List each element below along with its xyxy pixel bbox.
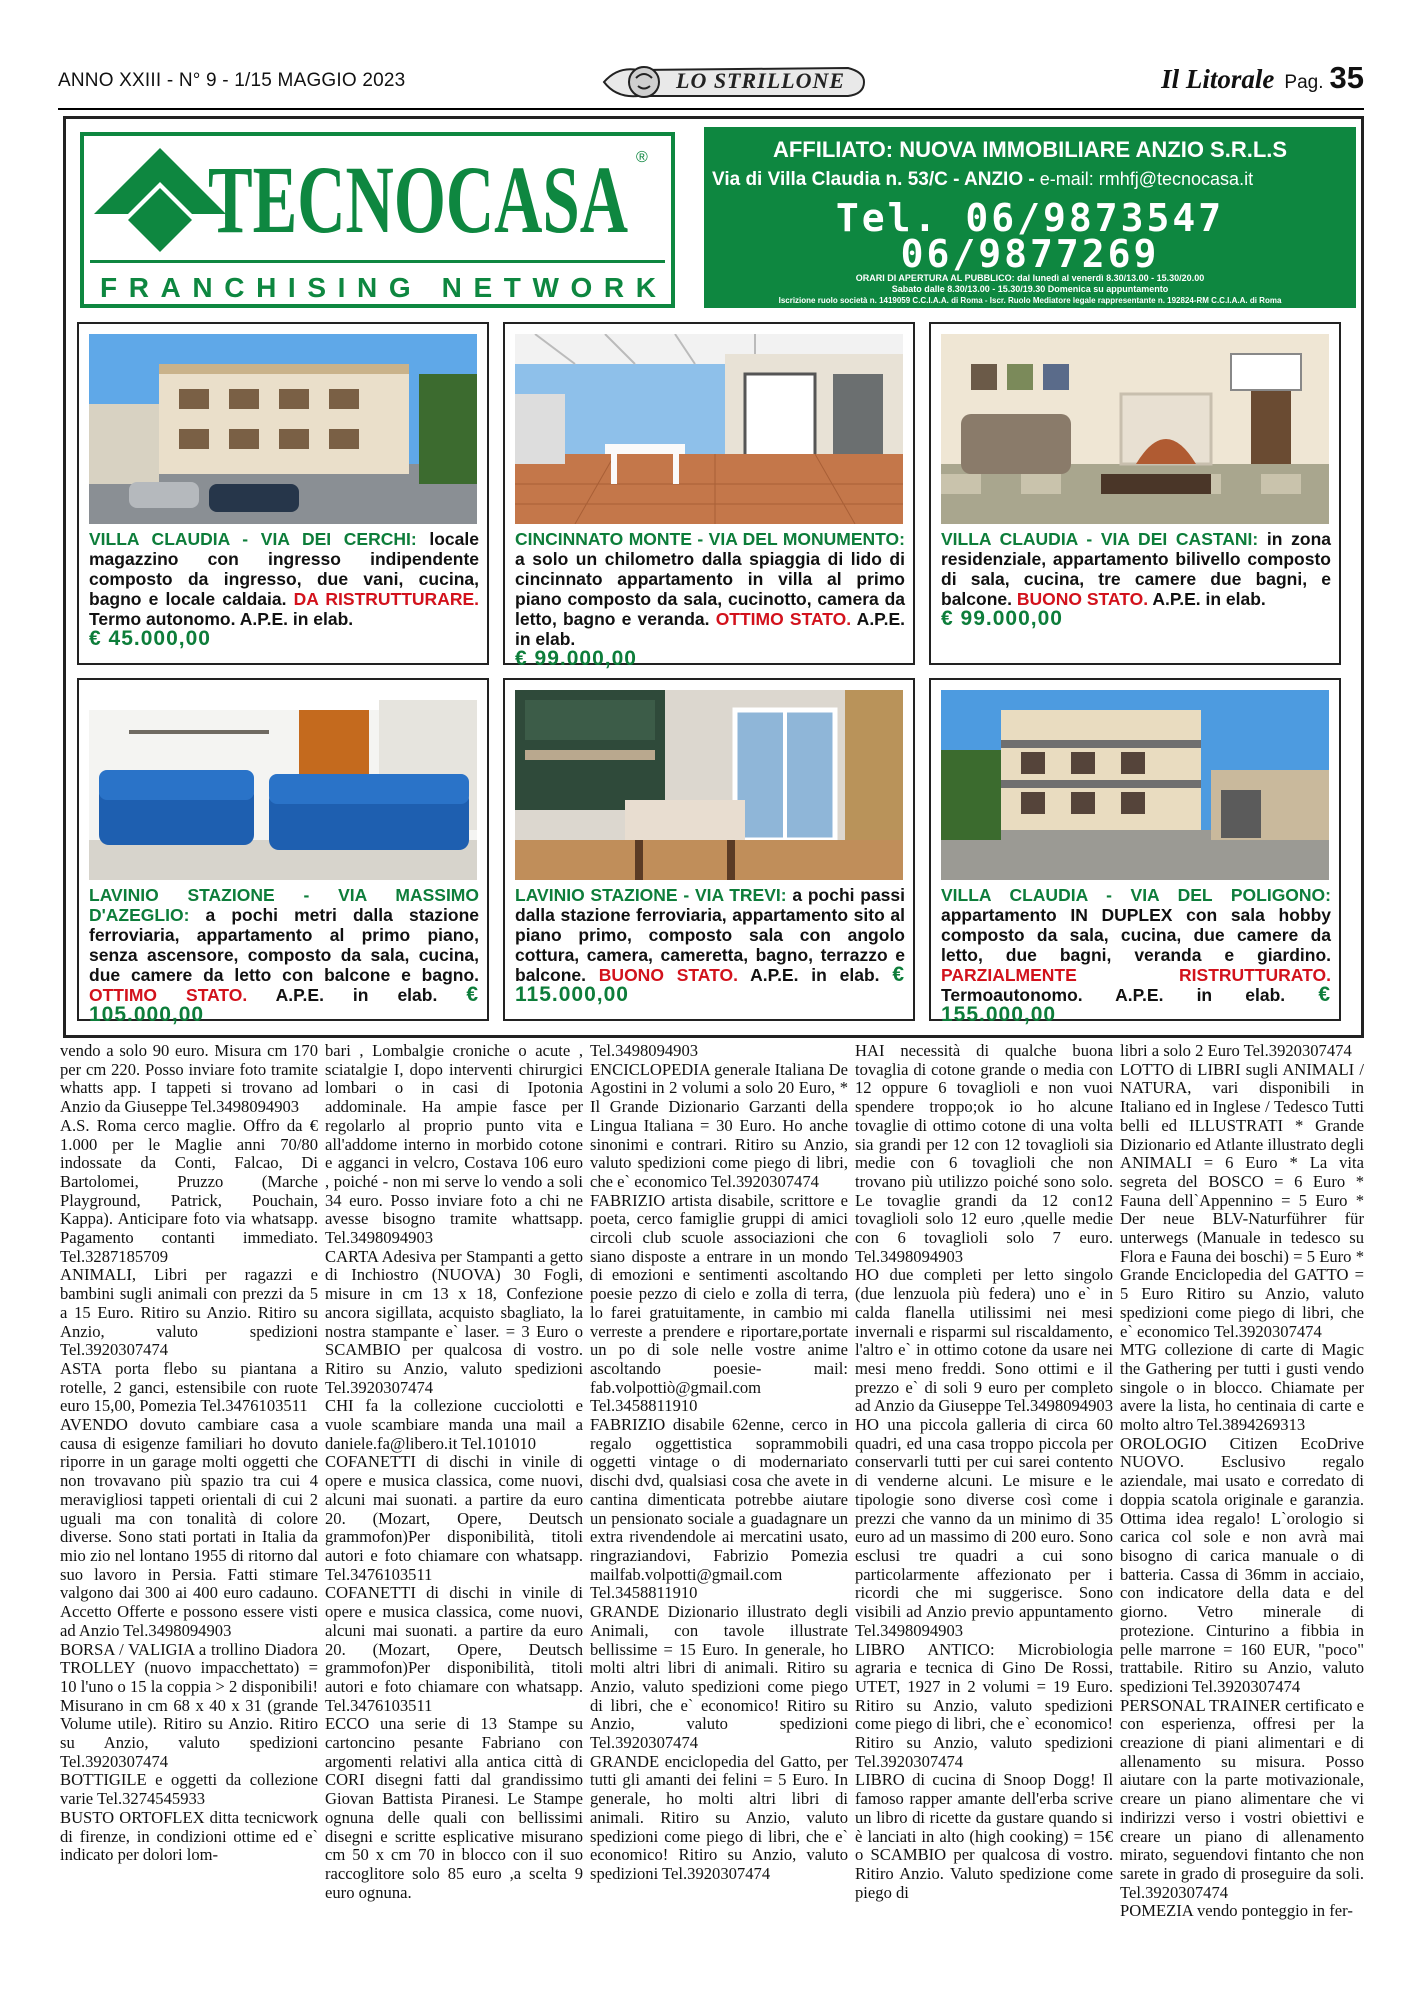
classified-ad: GRANDE Dizionario illustrato degli Animali, con tavole illustrate bellissime = 15 Euro. In generale, ho molti altri libri di animali. Ritiro su Anzio, valuto spedizioni come piego di libri, che e` economico! Ritiro su Anzio, valuto spedizioni Tel.3920307474	[590, 1602, 848, 1753]
listing-photo	[89, 690, 477, 880]
svg-text:TECNOCASA: TECNOCASA	[208, 146, 628, 253]
classifieds-column-2	[325, 1042, 583, 1902]
classified-ad: OROLOGIO Citizen EcoDrive NUOVO. Esclusivo regalo aziendale, mai usato e corredato di doppia scatola originale e garanzia. Ottima idea regalo! L`orologio si carica col sole e non avrà mai bisogno di carica manuale o di batteria. Cassa di 36mm in acciaio, con indicatore della data e del giorno. Vetro minerale di protezione. Cinturino a fibbia in pelle marrone = 160 EUR, "poco" trattabile. Ritiro su Anzio, valuto spedizioni Tel.3920307474	[1120, 1433, 1364, 1696]
classified-ad: ECCO una serie di 13 Stampe su cartoncino pesante Fabriano con argomenti relativi alla antica città di CORI disegni fatti dal grandissimo Giovan Battista Piranesi. Le Stampe ognuna delle quali con bellissimi disegni e scritte esplicative misurano cm 50 x cm 70 in blocco con il suo raccoglitore solo 85 euro ,a scelta 9 euro ognuna.	[325, 1714, 583, 1902]
classified-ad: ENCICLOPEDIA generale Italiana De Agostini in 2 volumi a solo 20 Euro, * Il Grande Dizionario Garzanti della Lingua Italiana = 30 Euro. Ho anche sinonimi e contrari. Ritiro su Anzio, valuto spedizioni come piego di libri, che e` economico Tel.3920307474	[590, 1059, 848, 1191]
classifieds-column-5	[1120, 1042, 1364, 1921]
listing-price: € 115.000,00	[515, 963, 906, 1006]
classified-ad: BOTTIGILE e oggetti da collezione varie Tel.3274545933	[60, 1770, 318, 1809]
listing-photo	[515, 334, 903, 524]
listing-description: LAVINIO STAZIONE - VIA TREVI: a pochi passi dalla stazione ferroviaria, appartamento sito al piano primo, composto sala con angolo cottura, camera, cameretta, bagno, terrazzo e balcone. BUONO STATO. A.P.E. in elab. € 115.000,00	[515, 885, 906, 1006]
classified-ad: libri a solo 2 Euro Tel.3920307474	[1120, 1041, 1352, 1060]
classified-ad: bari , Lombalgie croniche o acute , sciatalgie I, dopo interventi chirurgici lombari o in casi di Ipotonia addominale. Ha ampie fasce per regolarlo al proprio punto vita e all'addome interno in morbido cotone e agganci in velcro, Costava 106 euro , poiché - non mi serve lo vendo a soli 34 euro. Posso inviare foto a chi ne avesse bisogno tramite whattsapp. Tel.3498094903	[325, 1041, 583, 1248]
classified-ad: FABRIZIO artista disabile, scrittore e poeta, cerco famiglie gruppi di amici circoli club scuole associazioni che siano disposte a entrare in un mondo di emozioni e sentimenti ascoltando poesie pezzo di cielo e zolla di terra, lo farei gratuitamente, in cambio mi verreste a prendere e riportare,portate un po di sole nelle vostre anime ascoltando poesie- mail: fab.volpottiò@gmail.com Tel.3458811910	[590, 1190, 848, 1416]
issue-info: ANNO XXIII - N° 9 - 1/15 MAGGIO 2023	[58, 70, 406, 91]
listing-price: € 45.000,00	[89, 627, 211, 650]
classified-ad: BUSTO ORTOFLEX ditta tecnicwork di firenze, in condizioni ottime ed e` indicato per dolori lom-	[60, 1807, 318, 1865]
classified-ad: FABRIZIO disabile 62enne, cerco in regalo oggettistica soprammobili oggetti vintage o di modernariato dischi dvd, qualsiasi cosa che avete in cantina dimenticata potrebbe aiutare un pensionato sociale a guadagnare un extra rivendendole ai mercatini usato, ringraziandovi, Fabrizio Pomezia mailfab.volpotti@gmail.com Tel.3458811910	[590, 1415, 848, 1603]
page-number: 35	[1329, 60, 1364, 95]
listing-card[interactable]	[77, 322, 489, 665]
listing-card[interactable]	[929, 322, 1341, 665]
opening-hours-weekend: Sabato dalle 8.30/13.00 - 15.30/19.30 Domenica su appuntamento	[891, 284, 1169, 294]
listing-price: € 99.000,00	[515, 647, 637, 670]
classified-ad: Tel.3498094903	[590, 1041, 699, 1060]
listing-description: VILLA CLAUDIA - VIA DEI CERCHI: locale magazzino con ingresso indipendente composto da ingresso, due vani, cucina, bagno e locale caldaia. DA RISTRUTTURARE. Termo autonomo. A.P.E. in elab. € 45.000,00	[89, 529, 479, 650]
svg-text:®: ®	[636, 149, 648, 166]
classified-ad: BORSA / VALIGIA a trollino Diadora TROLLEY (nuovo impacchettato) = 10 l'uno o 15 la coppia > 2 disponibili! Misurano in cm 68 x 40 x 31 (grande Volume utile). Ritiro su Anzio. Ritiro su Anzio, valuto spedizioni Tel.3920307474	[60, 1639, 318, 1771]
listing-description: LAVINIO STAZIONE - VIA MASSIMO D'AZEGLIO: a pochi metri dalla stazione ferroviaria, appartamento al primo piano, senza ascensore, composto da sala, cucina, due camere da letto con balcone e bagno. OTTIMO STATO. A.P.E. in elab. € 105.000,00	[89, 885, 479, 1026]
page-header	[58, 60, 1364, 104]
listing-price: € 105.000,00	[89, 983, 479, 1026]
agency-phone-1[interactable]: Tel. 06/9873547	[835, 196, 1225, 240]
listing-description: VILLA CLAUDIA - VIA DEI CASTANI: in zona residenziale, appartamento bilivello composto di sala, cucina, tre camere due bagni, e balcone. BUONO STATO. A.P.E. in elab. € 99.000,00	[941, 529, 1331, 630]
listing-card[interactable]	[77, 678, 489, 1026]
classified-ad: LOTTO di LIBRI sugli ANIMALI / NATURA, vari disponibili in Italiano ed in Inglese / Tedesco Tutti belli ed ILLUSTRATI * Grande Dizionario ed Atlante illustrato degli ANIMALI = 6 Euro * La vita segreta del BOSCO = 6 Euro * Fauna dell`Appennino = 5 Euro * Der neue BLV-Naturführer für unterwegs (Manuale in tedesco su Flora e Fauna dei boschi) = 5 Euro * Grande Enciclopedia del GATTO = 5 Euro Ritiro su Anzio, valuto spedizioni come piego di libri, che e` economico Tel.3920307474	[1120, 1059, 1364, 1341]
newspaper-name: Il Litorale	[1161, 64, 1275, 94]
listing-card[interactable]	[503, 322, 915, 670]
tecnocasa-logo	[80, 132, 675, 308]
classified-ad: COFANETTI di dischi in vinile di opere e musica classica, come nuovi, alcuni mai suonati. a partire da euro 20. (Mozart, Opere, Deutsch grammofon)Per disponibilità, titoli autori e foto chiamare con whatsapp. Tel.3476103511	[325, 1583, 583, 1715]
listing-price: € 99.000,00	[941, 607, 1063, 630]
classified-ad: ASTA porta flebo su piantana a rotelle, 2 ganci, estensibile con ruote euro 15,00, Pomezia Tel.3476103511	[60, 1358, 318, 1416]
classified-ad: vendo a solo 90 euro. Misura cm 170 per cm 220. Posso inviare foto tramite whatts app. I tappeti si trovano ad Anzio da Giuseppe Tel.3498094903	[60, 1041, 318, 1117]
classified-ad: MTG collezione di carte di Magic the Gathering per tutti i gusti vendo singole o in blocco. Chiamate per avere la lista, ho centinaia di carte e molto altro Tel.3894269313	[1120, 1340, 1364, 1435]
listing-description: VILLA CLAUDIA - VIA DEL POLIGONO: appartamento IN DUPLEX con sala hobby composto da sala, cucina, due camere da letto, due bagni, veranda e giardino. PARZIALMENTE RISTRUTTURATO. Termoautonomo. A.P.E. in elab. € 155.000,00	[941, 885, 1331, 1026]
affiliate-name: AFFILIATO: NUOVA IMMOBILIARE ANZIO S.R.L.S	[772, 137, 1288, 162]
classified-ad: CARTA Adesiva per Stampanti a getto di Inchiostro (NUOVA) 30 Fogli, misure in cm 13 x 18, Confezione ancora sigillata, acquisto sbagliato, la nostra stampante e` laser. = 3 Euro o SCAMBIO per qualcosa di vostro. Ritiro su Anzio, valuto spedizioni Tel.3920307474	[325, 1246, 583, 1397]
agency-email[interactable]: e-mail: rmhfj@tecnocasa.it	[1034, 169, 1254, 189]
classified-ad: CHI fa la collezione cucciolotti e vuole scambiare manda una mail a daniele.fa@libero.it Tel.101010	[325, 1396, 583, 1453]
page-label: Pag.	[1284, 72, 1324, 93]
classifieds-column-4	[855, 1042, 1113, 1902]
classified-ad: HO una piccola galleria di circa 60 quadri, ed una casa troppo piccola per conservarli tutti per cui sarei contento di venderne alcuni. Le misure e le tipologie sono diverse così come i prezzi che vanno da un minimo di 35 euro ad un massimo di 200 euro. Sono esclusi tre quadri a cui sono particolarmente affezionato per i ricordi che mi suggerisce. Sono visibili ad Anzio previo appuntamento Tel.3498094903	[855, 1415, 1113, 1640]
classifieds-column-3	[590, 1042, 848, 1884]
classified-ad: LIBRO di cucina di Snoop Dogg! Il famoso rapper amante dell'erba scrive un libro di ricette da gustare quando si è lanciati in alto (high cooking) = 15€ o SCAMBIO per qualcosa di vostro. Ritiro Anzio. Valuto spedizione come piego di	[855, 1770, 1113, 1902]
registry-info: Iscrizione ruolo società n. 1419059 C.C.I.A.A. di Roma - Iscr. Ruolo Mediatore legale rappresentante n. 192824-RM C.C.I.A.A. di Roma	[778, 296, 1282, 305]
lo-strillone-logo	[598, 60, 870, 104]
listing-photo	[941, 334, 1329, 524]
classified-ad: AVENDO dovuto cambiare casa a causa di esigenze familiari ho dovuto riporre in un garage molti oggetti che non trovavano più spazio tra cui 4 meravigliosi tappeti orientali di cui 2 uguali ma con tonalità di colore diverse. Sono stati portati in Italia da mio zio nel lontano 1955 di ritorno dal suo lavoro in Persia. Fatti stimare valgono dai 300 ai 400 euro cadauno. Accetto Offerte e possono essere visti ad Anzio Tel.3498094903	[60, 1415, 318, 1640]
classified-ad: ANIMALI, Libri per ragazzi e bambini sugli animali con prezzi da 5 a 15 Euro. Ritiro su Anzio. Ritiro su Anzio, valuto spedizioni Tel.3920307474	[60, 1265, 318, 1360]
classified-ad: COFANETTI di dischi in vinile di opere e musica classica, come nuovi, alcuni mai suonati. a partire da euro 20. (Mozart, Opere, Deutsch grammofon)Per disponibilità, titoli autori e foto chiamare con whatsapp. Tel.3476103511	[325, 1452, 583, 1584]
classifieds-column-1	[60, 1042, 318, 1865]
svg-text:FRANCHISING NETWORK: FRANCHISING NETWORK	[100, 272, 656, 303]
classified-ad: LIBRO ANTICO: Microbiologia agraria e tecnica di Gino De Rossi, UTET, 1927 in 2 volumi = 19 Euro. Ritiro su Anzio, valuto spedizioni come piego di libri, che e` economico! Ritiro su Anzio, valuto spedizioni Tel.3920307474	[855, 1639, 1113, 1771]
listing-card[interactable]	[929, 678, 1341, 1026]
opening-hours: ORARI DI APERTURA AL PUBBLICO: dal lunedì al venerdì 8.30/13.00 - 15.30/20.00	[855, 273, 1205, 283]
agency-address: Via di Villa Claudia n. 53/C - ANZIO - e-mail: rmhfj@tecnocasa.it	[712, 169, 1254, 190]
classified-ad: A.S. Roma cerco maglie. Offro da € 1.000 per le Maglie anni 70/80 indossate da Conti, Falcao, Di Bartolomei, Pruzzo (Marche Playground, Patrick, Pouchain, Kappa). Anticipare foto via whatsapp. Pagamento contanti immediato. Tel.3287185709	[60, 1115, 318, 1266]
logo-text: LO STRILLONE	[676, 68, 846, 93]
listing-price: € 155.000,00	[941, 983, 1331, 1026]
agency-info	[704, 127, 1356, 308]
listing-photo	[515, 690, 903, 880]
agency-phone-2[interactable]: 06/9877269	[900, 232, 1160, 276]
classified-ad: POMEZIA vendo ponteggio in fer-	[1120, 1901, 1353, 1921]
classified-ad: GRANDE enciclopedia del Gatto, per tutti gli amanti dei felini = 5 Euro. In generale, ho molti altri libri di animali. Ritiro su Anzio, valuto spedizioni come piego di libri, che e` economico! Ritiro su Anzio, valuto spedizioni Tel.3920307474	[590, 1751, 848, 1883]
header-divider	[58, 108, 1364, 110]
classified-ad: HAI necessità di qualche buona tovaglia di cotone grande o media con 12 oppure 6 tovaglioli e non vuoi spendere troppo;ok io ho alcune tovaglie di ottimo cotone di una volta sia grandi per 12 con 12 tovaglioli sia medie con 6 tovaglioli che non trovano più utilizzo poiché sono solo. Le tovaglie grandi da 12 con12 tovaglioli solo 12 euro ,quelle medie con 6 tovaglioli solo 7 euro. Tel.3498094903	[855, 1041, 1113, 1266]
listing-photo	[89, 334, 477, 524]
listing-photo	[941, 690, 1329, 880]
listing-card[interactable]	[503, 678, 915, 1021]
listing-description: CINCINNATO MONTE - VIA DEL MONUMENTO: a solo un chilometro dalla spiaggia di lido di cincinnato appartamento in villa al primo piano composto da sala, cucinotto, camera da letto, bagno e veranda. OTTIMO STATO. A.P.E. in elab. € 99.000,00	[515, 529, 905, 670]
classified-ad: HO due completi per letto singolo (due lenzuola più federa) uno e` in calda flanella utilissimi nei mesi invernali e risparmi sul riscaldamento, l'altro e` in ottimo cotone da usare nei mesi meno freddi. Sono ottimi e il prezzo e` di soli 9 euro per completo ad Anzio da Giuseppe Tel.3498094903	[855, 1265, 1113, 1416]
classified-ad: PERSONAL TRAINER certificato e con esperienza, offresi per la creazione di piani alimentari e di allenamento su misura. Posso aiutare con la parte motivazionale, creare un piano alimentare che vi indirizzi verso i vostri obiettivi e creare un piano di allenamento mirato, seguendovi fintanto che non sarete in grado di proseguire da soli. Tel.3920307474	[1120, 1695, 1364, 1902]
page-id	[1161, 60, 1364, 96]
